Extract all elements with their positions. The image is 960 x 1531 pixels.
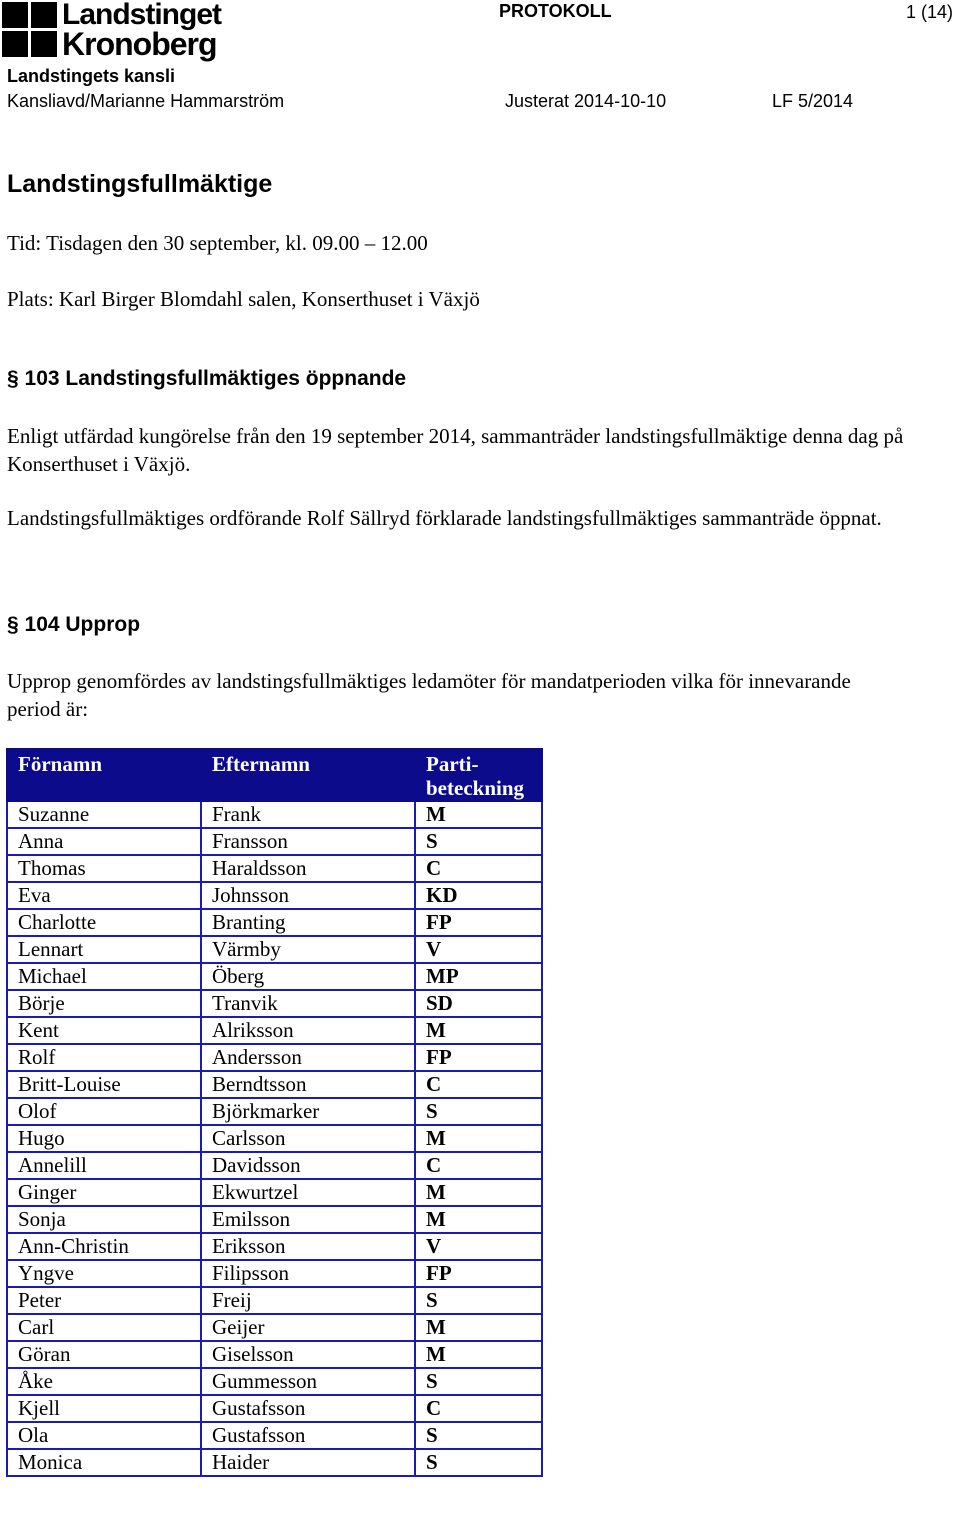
party-cell: M: [415, 1017, 542, 1044]
party-cell: V: [415, 936, 542, 963]
first-name-cell: Kent: [7, 1017, 201, 1044]
first-name-cell: Ola: [7, 1422, 201, 1449]
first-name-cell: Yngve: [7, 1260, 201, 1287]
party-cell: C: [415, 1395, 542, 1422]
table-row: [7, 1152, 542, 1179]
table-row: [7, 855, 542, 882]
last-name-cell: Tranvik: [201, 990, 415, 1017]
table-row: [7, 1233, 542, 1260]
first-name-cell: Peter: [7, 1287, 201, 1314]
last-name-cell: Freij: [201, 1287, 415, 1314]
logo-line1: Landstinget: [62, 0, 221, 31]
section-103-heading: § 103 Landstingsfullmäktiges öppnande: [7, 367, 407, 390]
meeting-title: Landstingsfullmäktige: [7, 170, 273, 198]
section-104-heading: § 104 Upprop: [7, 613, 141, 636]
last-name-cell: Giselsson: [201, 1341, 415, 1368]
last-name-cell: Öberg: [201, 963, 415, 990]
first-name-cell: Thomas: [7, 855, 201, 882]
last-name-cell: Eriksson: [201, 1233, 415, 1260]
last-name-cell: Branting: [201, 909, 415, 936]
first-name-cell: Åke: [7, 1368, 201, 1395]
party-cell: M: [415, 1206, 542, 1233]
last-name-cell: Berndtsson: [201, 1071, 415, 1098]
first-name-cell: Olof: [7, 1098, 201, 1125]
party-cell: M: [415, 1125, 542, 1152]
first-name-cell: Anna: [7, 828, 201, 855]
members-table: [6, 748, 543, 1477]
last-name-cell: Frank: [201, 801, 415, 828]
doc-type: PROTOKOLL: [499, 1, 612, 21]
party-cell: MP: [415, 963, 542, 990]
last-name-cell: Carlsson: [201, 1125, 415, 1152]
first-name-cell: Hugo: [7, 1125, 201, 1152]
section-103-paragraph-1: Enligt utfärdad kungörelse från den 19 september 2014, sammanträder landstingsfullmäktige denna dag på Konserthuset i Växjö.: [7, 424, 904, 476]
last-name-cell: Haraldsson: [201, 855, 415, 882]
last-name-cell: Emilsson: [201, 1206, 415, 1233]
table-row: [7, 990, 542, 1017]
table-row: [7, 909, 542, 936]
logo-line2: Kronoberg: [62, 26, 217, 62]
last-name-cell: Filipsson: [201, 1260, 415, 1287]
first-name-cell: Monica: [7, 1449, 201, 1476]
party-cell: M: [415, 1341, 542, 1368]
logo-square-icon: [31, 31, 57, 57]
org-name: Landstingets kansli: [7, 66, 176, 86]
table-row: [7, 1395, 542, 1422]
table-row: [7, 1260, 542, 1287]
first-name-cell: Suzanne: [7, 801, 201, 828]
table-row: [7, 1179, 542, 1206]
last-name-cell: Gustafsson: [201, 1395, 415, 1422]
table-row: [7, 1368, 542, 1395]
first-name-cell: Göran: [7, 1341, 201, 1368]
table-row: [7, 1017, 542, 1044]
logo-square-icon: [31, 2, 57, 28]
first-name-cell: Carl: [7, 1314, 201, 1341]
first-name-cell: Lennart: [7, 936, 201, 963]
table-row: [7, 1206, 542, 1233]
first-name-cell: Eva: [7, 882, 201, 909]
party-cell: M: [415, 1314, 542, 1341]
table-row: [7, 963, 542, 990]
last-name-cell: Gummesson: [201, 1368, 415, 1395]
section-104-paragraph-1: Upprop genomfördes av landstingsfullmäktiges ledamöter för mandatperioden vilka för innevarande period är:: [7, 669, 851, 721]
table-row: [7, 936, 542, 963]
table-row: [7, 1341, 542, 1368]
first-name-cell: Kjell: [7, 1395, 201, 1422]
author: Kansliavd/Marianne Hammarström: [7, 91, 285, 111]
table-row: [7, 828, 542, 855]
last-name-cell: Haider: [201, 1449, 415, 1476]
first-name-cell: Rolf: [7, 1044, 201, 1071]
table-header-row: [7, 749, 542, 801]
table-row: [7, 1422, 542, 1449]
party-cell: S: [415, 828, 542, 855]
last-name-cell: Ekwurtzel: [201, 1179, 415, 1206]
logo-square-icon: [2, 2, 28, 28]
party-cell: M: [415, 1179, 542, 1206]
section-103-paragraph-2: Landstingsfullmäktiges ordförande Rolf Sällryd förklarade landstingsfullmäktiges sammanträde öppnat.: [7, 506, 882, 530]
party-cell: FP: [415, 909, 542, 936]
landstinget-kronoberg-logo: [2, 0, 242, 62]
meeting-place: Plats: Karl Birger Blomdahl salen, Konserthuset i Växjö: [7, 287, 480, 311]
party-cell: C: [415, 1071, 542, 1098]
last-name-cell: Gustafsson: [201, 1422, 415, 1449]
party-cell: C: [415, 855, 542, 882]
table-row: [7, 882, 542, 909]
first-name-cell: Charlotte: [7, 909, 201, 936]
table-row: [7, 1044, 542, 1071]
party-cell: S: [415, 1422, 542, 1449]
header-first-name: Förnamn: [7, 749, 201, 801]
reference-number: LF 5/2014: [772, 91, 854, 111]
last-name-cell: Fransson: [201, 828, 415, 855]
last-name-cell: Andersson: [201, 1044, 415, 1071]
first-name-cell: Annelill: [7, 1152, 201, 1179]
last-name-cell: Alriksson: [201, 1017, 415, 1044]
table-row: [7, 1125, 542, 1152]
party-cell: M: [415, 801, 542, 828]
party-cell: S: [415, 1368, 542, 1395]
last-name-cell: Björkmarker: [201, 1098, 415, 1125]
first-name-cell: Britt-Louise: [7, 1071, 201, 1098]
table-row: [7, 1449, 542, 1476]
party-cell: FP: [415, 1260, 542, 1287]
table-row: [7, 1314, 542, 1341]
first-name-cell: Ginger: [7, 1179, 201, 1206]
logo-square-icon: [2, 31, 28, 57]
party-cell: S: [415, 1098, 542, 1125]
last-name-cell: Davidsson: [201, 1152, 415, 1179]
last-name-cell: Värmby: [201, 936, 415, 963]
approved-date: Justerat 2014-10-10: [505, 91, 667, 111]
party-cell: S: [415, 1449, 542, 1476]
page-number: 1 (14): [906, 2, 954, 22]
party-cell: S: [415, 1287, 542, 1314]
first-name-cell: Michael: [7, 963, 201, 990]
party-cell: SD: [415, 990, 542, 1017]
first-name-cell: Sonja: [7, 1206, 201, 1233]
table-row: [7, 1071, 542, 1098]
header-last-name: Efternamn: [201, 749, 415, 801]
first-name-cell: Börje: [7, 990, 201, 1017]
party-cell: V: [415, 1233, 542, 1260]
last-name-cell: Johnsson: [201, 882, 415, 909]
first-name-cell: Ann-Christin: [7, 1233, 201, 1260]
table-row: [7, 1098, 542, 1125]
party-cell: FP: [415, 1044, 542, 1071]
table-row: [7, 1287, 542, 1314]
header-party: Parti- beteckning: [415, 749, 542, 801]
last-name-cell: Geijer: [201, 1314, 415, 1341]
party-cell: C: [415, 1152, 542, 1179]
meeting-time: Tid: Tisdagen den 30 september, kl. 09.00 – 12.00: [7, 231, 428, 255]
table-row: [7, 801, 542, 828]
party-cell: KD: [415, 882, 542, 909]
